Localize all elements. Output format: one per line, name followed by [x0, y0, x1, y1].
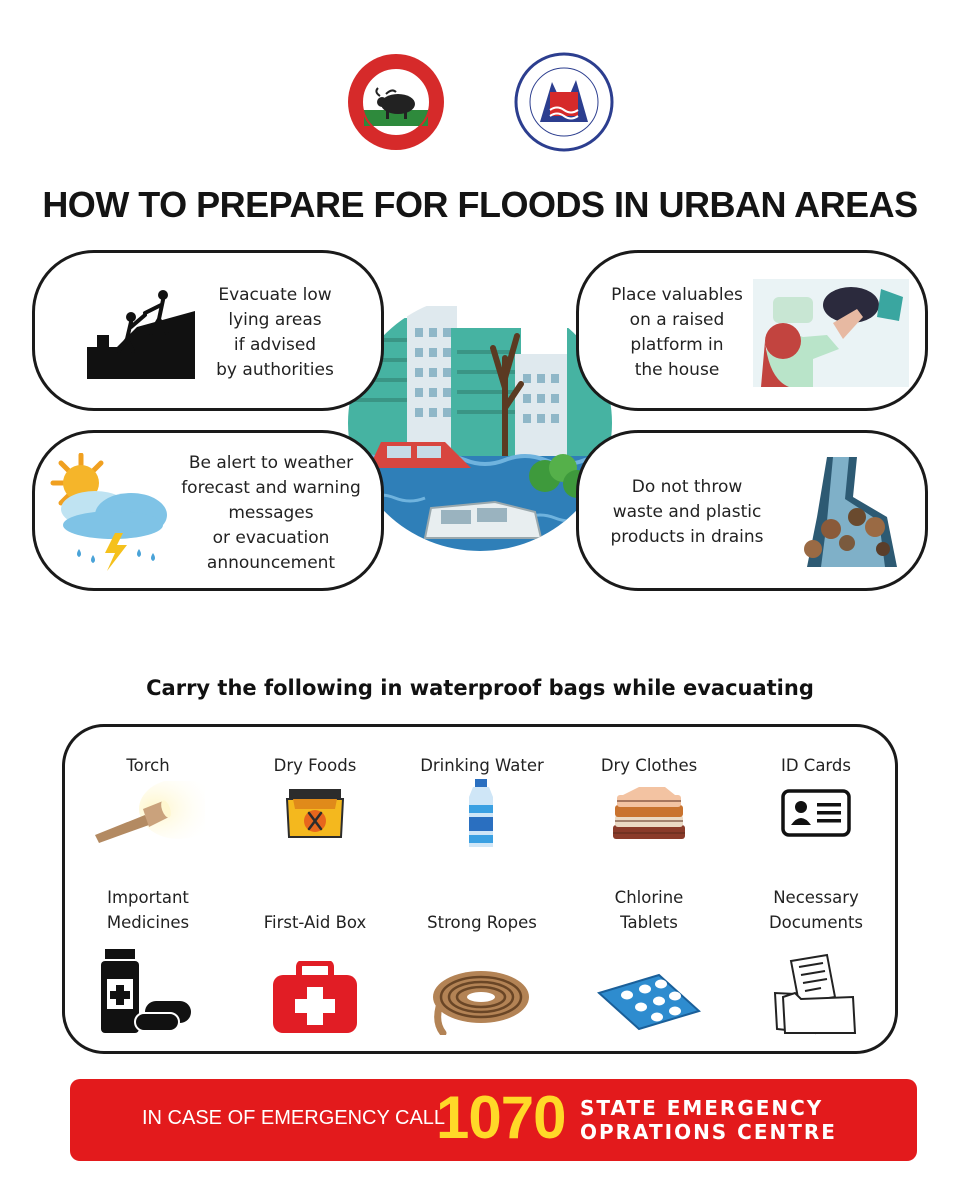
item-label-chlorine: Chlorine Tablets	[614, 888, 684, 932]
item-label-ropes: Strong Ropes	[427, 913, 537, 932]
dry-food-icon	[285, 787, 345, 839]
page-title: HOW TO PREPARE FOR FLOODS IN URBAN AREAS	[42, 184, 918, 225]
tip-drains	[576, 430, 928, 591]
evacuation-kit-box	[62, 724, 898, 1054]
item-label-documents: Necessary Documents	[768, 888, 864, 932]
item-label-dry-clothes: Dry Clothes	[600, 756, 698, 775]
tip-valuables	[576, 250, 928, 411]
nsdma-logo	[514, 52, 614, 152]
first-aid-icon	[271, 961, 359, 1035]
tip-weather	[32, 430, 384, 591]
climbing-people-icon	[87, 287, 195, 379]
item-label-id-cards: ID Cards	[780, 756, 851, 775]
clothes-icon	[609, 785, 689, 843]
item-label-dry-foods: Dry Foods	[273, 756, 357, 775]
tablets-icon	[597, 973, 701, 1031]
tip-valuables-text: Place valuables on a raised platform in the house	[611, 285, 743, 380]
government-of-nagaland-logo	[346, 52, 446, 152]
rope-icon	[429, 963, 533, 1035]
item-label-torch: Torch	[126, 756, 170, 775]
tip-evacuate-text: Evacuate low lying areas if advised by authorities	[216, 285, 334, 380]
checklist-heading: Carry the following in waterproof bags while evacuating	[146, 676, 814, 700]
emergency-number[interactable]: 1070	[436, 1084, 566, 1151]
emergency-banner	[70, 1079, 917, 1161]
storm-weather-icon	[43, 453, 173, 573]
tip-drains-text: Do not throw waste and plastic products in drains	[610, 477, 764, 547]
id-card-icon	[781, 789, 851, 839]
emergency-call-text: IN CASE OF EMERGENCY CALL	[142, 1107, 446, 1129]
tip-evacuate	[32, 250, 384, 411]
item-label-first-aid: First-Aid Box	[263, 913, 367, 932]
operations-centre-text: STATE EMERGENCY OPRATIONS CENTRE	[580, 1096, 837, 1144]
lifting-bag-icon	[753, 279, 909, 387]
item-label-medicines: Important Medicines	[106, 888, 190, 932]
documents-icon	[771, 953, 861, 1035]
tip-weather-text: Be alert to weather forecast and warning messages or evacuation announcement	[181, 453, 361, 573]
torch-icon	[89, 781, 205, 847]
flood-illustration	[345, 288, 615, 554]
item-label-drinking-water: Drinking Water	[420, 756, 544, 775]
water-bottle-icon	[465, 779, 497, 849]
clogged-drain-icon	[787, 457, 907, 567]
medicine-icon	[99, 949, 195, 1033]
